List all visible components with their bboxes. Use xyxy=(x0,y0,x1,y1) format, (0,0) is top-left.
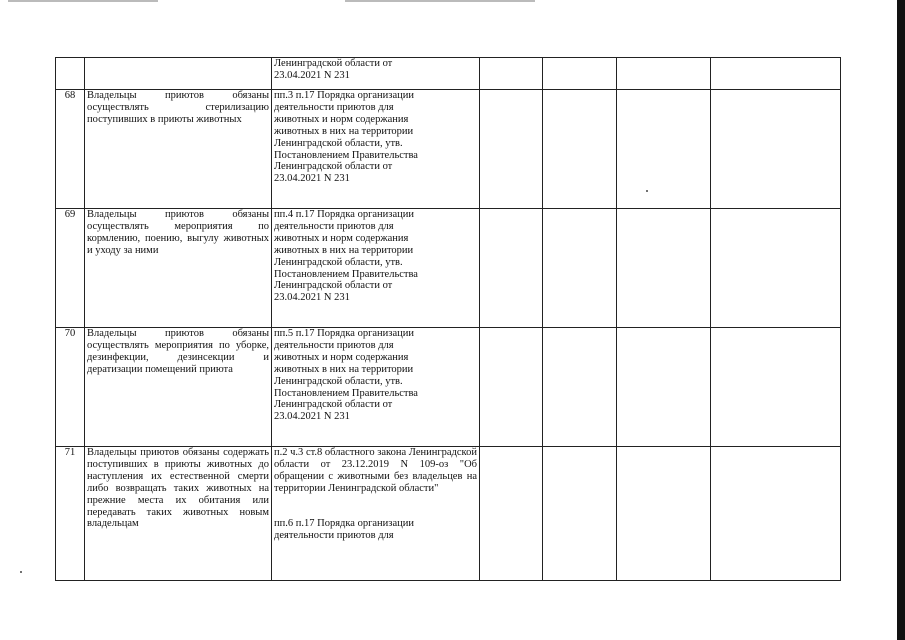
reference-line: пп.3 п.17 Порядка организации xyxy=(274,90,414,101)
requirement-cell: Владельцы приютов обязаны содержать поступивших в приюты животных до наступления их естественной смерти либо возвращать таких животных на прежние места их обитания или передавать таких животных новым владельцам xyxy=(85,447,272,581)
table-row xyxy=(56,209,841,328)
reference-line: деятельности приютов для xyxy=(274,220,394,232)
empty-cell xyxy=(711,58,841,90)
reference-line: Ленинградской области, утв. xyxy=(274,375,403,387)
reference-line: Ленинградской области, утв. xyxy=(274,256,403,268)
reference-line: животных и норм содержания xyxy=(274,351,409,363)
empty-cell xyxy=(711,90,841,209)
empty-cell xyxy=(711,328,841,447)
reference-line: пп.5 п.17 Порядка организации xyxy=(274,328,414,339)
reference-law: п.2 ч.3 ст.8 областного закона Ленинградской области от 23.12.2019 N 109-оз "Об обращении с животными без владельцев на территории Ленинградской области" xyxy=(274,447,477,494)
reference-line: 23.04.2021 N 231 xyxy=(274,292,350,304)
reference-line: деятельности приютов для xyxy=(274,101,394,113)
empty-cell xyxy=(711,209,841,328)
table-row xyxy=(56,90,841,209)
reference-line: животных и норм содержания xyxy=(274,232,409,244)
empty-cell xyxy=(543,447,617,581)
requirement-cell: Владельцы приютов обязаны осуществлять мероприятия по кормлению, поению, выгулу животных и уходу за ними xyxy=(85,209,272,328)
scan-edge-bar xyxy=(897,0,905,640)
reference-line: Ленинградской области от xyxy=(274,161,393,173)
empty-cell xyxy=(480,58,543,90)
empty-cell xyxy=(543,58,617,90)
empty-cell xyxy=(480,209,543,328)
table-row xyxy=(56,328,841,447)
row-number: 68 xyxy=(56,90,85,209)
empty-cell xyxy=(617,447,711,581)
row-number: 69 xyxy=(56,209,85,328)
reference-line: Ленинградской области от xyxy=(274,280,393,292)
reference-line: пп.6 п.17 Порядка организации xyxy=(274,517,414,529)
requirement-cell xyxy=(85,58,272,90)
row-number: 71 xyxy=(56,447,85,581)
reference-line: животных в них на территории xyxy=(274,125,414,137)
empty-cell xyxy=(543,209,617,328)
reference-line: деятельности приютов для xyxy=(274,339,394,351)
scan-speck xyxy=(20,571,22,573)
empty-cell xyxy=(480,328,543,447)
empty-cell xyxy=(711,447,841,581)
requirement-cell: Владельцы приютов обязаны осуществлять мероприятия по уборке, дезинфекции, дезинсекции и дератизации помещений приюта xyxy=(85,328,272,447)
reference-cell xyxy=(272,447,480,581)
reference-line: Ленинградской области от xyxy=(274,58,393,69)
empty-cell xyxy=(617,328,711,447)
reference-line: Постановлением Правительства xyxy=(274,149,418,161)
reference-line: животных в них на территории xyxy=(274,363,414,375)
empty-cell xyxy=(480,447,543,581)
table-row xyxy=(56,447,841,581)
reference-line: животных в них на территории xyxy=(274,244,414,256)
empty-cell xyxy=(617,58,711,90)
empty-cell xyxy=(543,328,617,447)
empty-cell xyxy=(617,209,711,328)
reference-cell xyxy=(272,328,480,447)
empty-cell xyxy=(543,90,617,209)
reference-line: Ленинградской области, утв. xyxy=(274,137,403,149)
table-row xyxy=(56,58,841,90)
reference-line: Постановлением Правительства xyxy=(274,268,418,280)
empty-cell xyxy=(480,90,543,209)
requirement-cell: Владельцы приютов обязаны осуществлять стерилизацию поступивших в приюты животных xyxy=(85,90,272,209)
reference-line: пп.4 п.17 Порядка организации xyxy=(274,209,414,220)
reference-cell xyxy=(272,209,480,328)
requirements-table xyxy=(55,57,841,581)
empty-cell xyxy=(617,90,711,209)
row-number xyxy=(56,58,85,90)
reference-line: 23.04.2021 N 231 xyxy=(274,411,350,423)
scan-artifact xyxy=(8,0,158,2)
reference-line: деятельности приютов для xyxy=(274,529,394,541)
reference-line: Ленинградской области от xyxy=(274,399,393,411)
reference-cell xyxy=(272,58,480,90)
scan-artifact xyxy=(345,0,535,2)
reference-line: 23.04.2021 N 231 xyxy=(274,173,350,185)
reference-line: Постановлением Правительства xyxy=(274,387,418,399)
reference-line: 23.04.2021 N 231 xyxy=(274,69,350,81)
row-number: 70 xyxy=(56,328,85,447)
reference-line: животных и норм содержания xyxy=(274,113,409,125)
spacer xyxy=(274,495,477,518)
reference-cell xyxy=(272,90,480,209)
